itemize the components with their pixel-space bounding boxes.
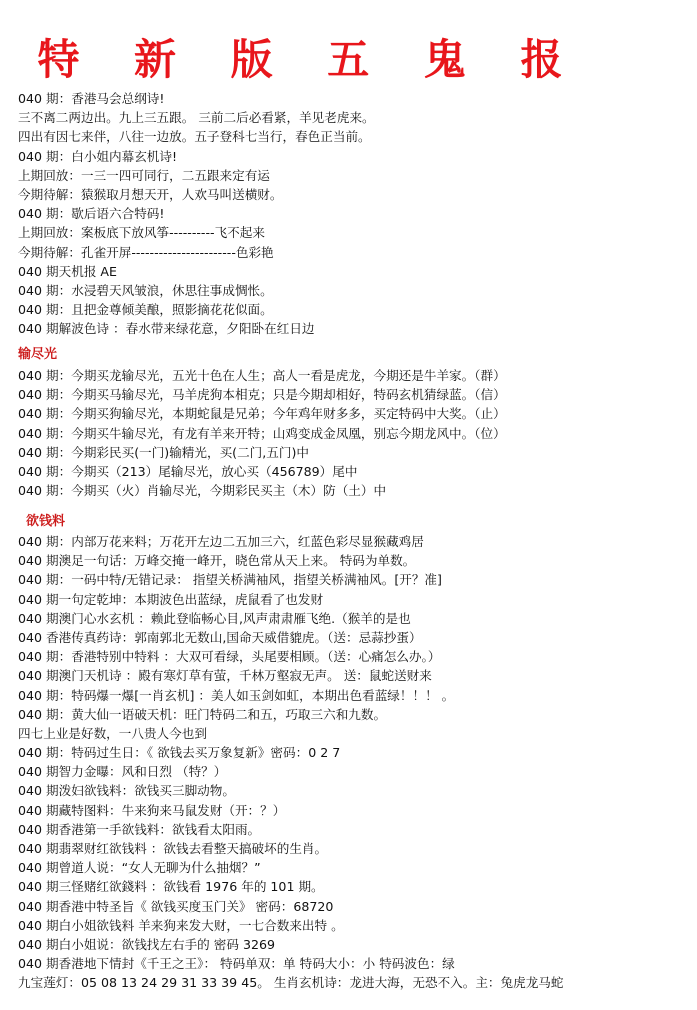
text-line: 040 期：黄大仙一语破天机：旺门特码二和五，巧取三六和九数。 xyxy=(18,706,387,722)
text-line: 040 期曾道人说：“女人无聊为什么抽烟？” xyxy=(18,860,261,876)
text-line: 040 期：香港特别中特料 ：大双可看绿，头尾要相顾。（送：心痛怎么办。） xyxy=(18,649,441,665)
text-line: 九宝莲灯：05 08 13 24 29 31 33 39 45。 生肖玄机诗：龙进大海，无恐不入。主：兔虎龙马蛇 xyxy=(18,975,564,991)
text-line: 040 期：白小姐内幕玄机诗! xyxy=(18,148,178,164)
section-header-shuchuguang: 输尽光 xyxy=(18,347,58,362)
text-line: 040 期白小姐说：欲钱找左右手的 密码 3269 xyxy=(18,936,276,952)
text-line: 040 香港传真药诗：郭南郭北无数山,国命天威借貔虎。（送：忌蒜抄蛋） xyxy=(18,629,422,645)
section-header-yuqianliao: 欲钱料 xyxy=(26,514,66,529)
text-line: 040 期澳足一句话：万峰交掩一峰开，晓色常从天上来。 特码为单数。 xyxy=(18,553,416,569)
text-line: 四出有因七来伴，八往一边放。五子登科七当行，春色正当前。 xyxy=(18,129,371,145)
text-line: 040 期：今期彩民买(一门)输精光，买(二门,五门)中 xyxy=(18,444,309,460)
text-line: 040 期三怪赌红欲錢料 ：欲钱看 1976 年的 101 期。 xyxy=(18,879,324,895)
text-line: 040 期天机报 AE xyxy=(18,263,117,279)
text-line: 今期待解：孔雀开屏-----------------------色彩艳 xyxy=(18,244,274,260)
text-line: 040 期：今期买龙输尽光，五光十色在人生；高人一看是虎龙，今期还是牛羊家。（群） xyxy=(18,368,506,383)
text-line: 040 期：今期买（火）肖输尽光，今期彩民买主（木）防（土）中 xyxy=(18,483,387,499)
text-line: 040 期白小姐欲钱料 羊来狗来发大财，一七合数来出特 。 xyxy=(18,917,344,933)
text-line: 040 期智力金曝：风和日烈 （特？） xyxy=(18,764,227,780)
text-line: 040 期：内部万花来料；万花开左边二五加三六，红蓝色彩尽显猴藏鸡居 xyxy=(18,534,424,549)
text-line: 040 期：一码中特/无错记录： 指望关桥满袖风，指望关桥满袖风。[开？准] xyxy=(18,572,442,588)
page-title: 特 新 版 五 鬼 报 xyxy=(37,35,583,84)
text-line: 四七上业是好数，一八贵人今也到 xyxy=(18,725,207,741)
text-line: 040 期澳门心水玄机 ：赖此登临畅心目,风声肃肃雁飞绝.（猴羊的是也 xyxy=(18,610,411,626)
section-general xyxy=(18,89,694,338)
text-line: 040 期：香港马会总纲诗! xyxy=(18,91,165,106)
text-line: 040 期：今期买马输尽光，马羊虎狗本相克；只是今期却相好，特码玄机猜绿蓝。（信） xyxy=(18,387,506,403)
text-line: 040 期：特码过生日：《 欲钱去买万象复新》密码：0 2 7 xyxy=(18,745,341,761)
text-line: 040 期：且把金尊倾美酿，照影摘花花似面。 xyxy=(18,302,273,318)
text-line: 上期回放：案板底下放风筝----------飞不起来 xyxy=(18,225,265,241)
text-line: 040 期：今期买（213）尾输尽光，放心买（456789）尾中 xyxy=(18,463,358,479)
text-line: 040 期香港中特圣旨《 欲钱买度玉门关》 密码：68720 xyxy=(18,898,334,914)
text-line: 040 期翡翠财红欲钱料 ：欲钱去看整天搞破坏的生肖。 xyxy=(18,841,328,856)
text-line: 040 期澳门天机诗 ：殿有寒灯草有萤，千林万壑寂无声。 送：鼠蛇送财来 xyxy=(18,668,432,684)
text-line: 040 期香港第一手欲钱料：欲钱看太阳雨。 xyxy=(18,821,261,837)
text-line: 040 期：今期买狗输尽光，本期蛇鼠是兄弟；今年鸡年财多多，买定特码中大奖。（止） xyxy=(18,406,506,422)
text-line: 040 期：歇后语六合特码! xyxy=(18,206,165,222)
text-line: 040 期：特码爆一爆[一肖玄机] ：美人如玉剑如虹，本期出色看蓝绿！！！ 。 xyxy=(18,687,455,703)
text-line: 上期回放：一三一四可同行，二五跟来定有运 xyxy=(18,167,270,183)
text-line: 040 期藏特图料：牛来狗来马鼠发财（开：？） xyxy=(18,802,286,818)
text-line: 040 期香港地下情封《千王之王》： 特码单双：单 特码大小：小 特码波色：绿 xyxy=(18,956,455,972)
section-shuchuguang xyxy=(18,366,694,500)
text-line: 040 期泼妇欲钱料：欲钱买三脚动物。 xyxy=(18,783,235,799)
text-line: 今期待解：猿猴取月想天开，人欢马叫送横财。 xyxy=(18,186,283,202)
text-line: 三不离二两边出。九上三五跟。 三前二后必看紧，羊见老虎来。 xyxy=(18,110,375,126)
text-line: 040 期一句定乾坤：本期波色出蓝绿，虎鼠看了也发财 xyxy=(18,591,324,607)
section-yuqianliao xyxy=(18,532,694,993)
text-line: 040 期解波色诗 ：春水带来绿花意，夕阳卧在红日边 xyxy=(18,321,315,337)
text-line: 040 期：今期买牛输尽光，有龙有羊来开特；山鸡变成金凤凰，别忘今期龙风中。（位） xyxy=(18,425,506,441)
text-line: 040 期：水浸碧天风皱浪，休思往事成惆怅。 xyxy=(18,282,273,298)
